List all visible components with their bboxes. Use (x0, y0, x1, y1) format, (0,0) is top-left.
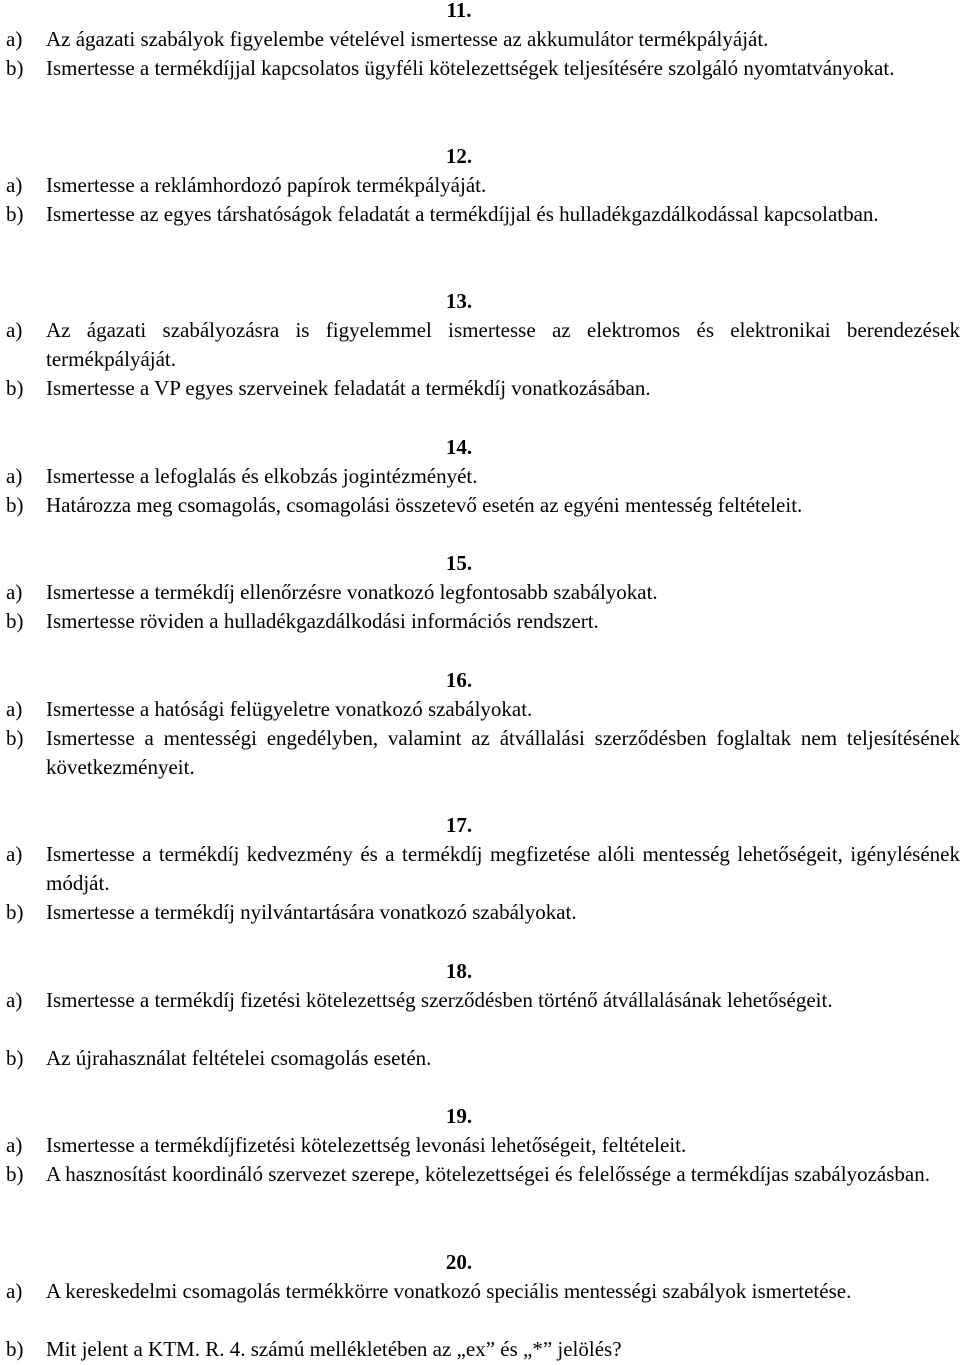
section-number: 20. (445, 1250, 473, 1274)
item-marker: b) (6, 56, 24, 80)
item-text: Az ágazati szabályozásra is figyelemmel ismertesse az elektromos és elektronikai berendezések termékpályáját. (46, 318, 960, 371)
item-text: A hasznosítást koordináló szervezet szerepe, kötelezettségei és felelőssége a termékdíjas szabályozásban. (46, 1162, 930, 1186)
item-text: Ismertesse a termékdíj nyilvántartására vonatkozó szabályokat. (46, 900, 577, 924)
section-number: 17. (445, 813, 473, 837)
item-marker: a) (6, 842, 23, 866)
item-marker: a) (6, 27, 23, 51)
item-text: Ismertesse a termékdíj kedvezmény és a termékdíj megfizetése alóli mentesség lehetőségeit, igénylésének módját. (46, 842, 960, 895)
item-text: Ismertesse a hatósági felügyeletre vonatkozó szabályokat. (46, 697, 533, 721)
item-text: A kereskedelmi csomagolás termékkörre vonatkozó speciális mentességi szabályok ismertetése. (46, 1279, 852, 1303)
item-text: Ismertesse a termékdíjfizetési kötelezettség levonási lehetőségeit, feltételeit. (46, 1133, 687, 1157)
item-text: Az újrahasználat feltételei csomagolás esetén. (46, 1046, 432, 1070)
item-marker: b) (6, 726, 24, 750)
item-text: Határozza meg csomagolás, csomagolási összetevő esetén az egyéni mentesség feltételeit. (46, 493, 803, 517)
item-text: Ismertesse röviden a hulladékgazdálkodási információs rendszert. (46, 609, 599, 633)
item-text: Ismertesse a mentességi engedélyben, valamint az átvállalási szerződésben foglaltak nem teljesítésének következményeit. (46, 726, 960, 779)
section-number: 15. (445, 551, 473, 575)
section-number: 11. (446, 0, 472, 22)
item-marker: b) (6, 376, 24, 400)
section-number: 16. (445, 668, 473, 692)
item-text: Ismertesse a termékdíjjal kapcsolatos ügyféli kötelezettségek teljesítésére szolgáló nyomtatványokat. (46, 56, 895, 80)
item-marker: b) (6, 493, 24, 517)
section-number: 18. (445, 959, 473, 983)
section-number: 14. (445, 435, 473, 459)
item-marker: a) (6, 697, 23, 721)
section-number: 19. (445, 1104, 473, 1128)
item-marker: b) (6, 609, 24, 633)
item-marker: b) (6, 1046, 24, 1070)
section-number: 13. (445, 289, 473, 313)
item-text: Ismertesse a lefoglalás és elkobzás jogintézményét. (46, 464, 478, 488)
item-text: Az ágazati szabályok figyelembe vételével ismertesse az akkumulátor termékpályáját. (46, 27, 769, 51)
item-text: Ismertesse a VP egyes szerveinek feladatát a termékdíj vonatkozásában. (46, 376, 651, 400)
item-marker: a) (6, 580, 23, 604)
item-marker: a) (6, 988, 23, 1012)
item-marker: a) (6, 464, 23, 488)
item-marker: b) (6, 900, 24, 924)
item-text: Mit jelent a KTM. R. 4. számú mellékletében az „ex” és „*” jelölés? (46, 1337, 622, 1361)
item-marker: a) (6, 1279, 23, 1303)
item-marker: a) (6, 1133, 23, 1157)
item-text: Ismertesse a termékdíj fizetési kötelezettség szerződésben történő átvállalásának lehetőségeit. (46, 988, 833, 1012)
item-marker: b) (6, 202, 24, 226)
item-marker: a) (6, 318, 23, 342)
section-number: 12. (445, 144, 473, 168)
item-marker: a) (6, 173, 23, 197)
item-text: Ismertesse a termékdíj ellenőrzésre vonatkozó legfontosabb szabályokat. (46, 580, 658, 604)
item-text: Ismertesse a reklámhordozó papírok termékpályáját. (46, 173, 487, 197)
item-marker: b) (6, 1337, 24, 1361)
item-text: Ismertesse az egyes társhatóságok feladatát a termékdíjjal és hulladékgazdálkodással kapcsolatban. (46, 202, 879, 226)
item-marker: b) (6, 1162, 24, 1186)
